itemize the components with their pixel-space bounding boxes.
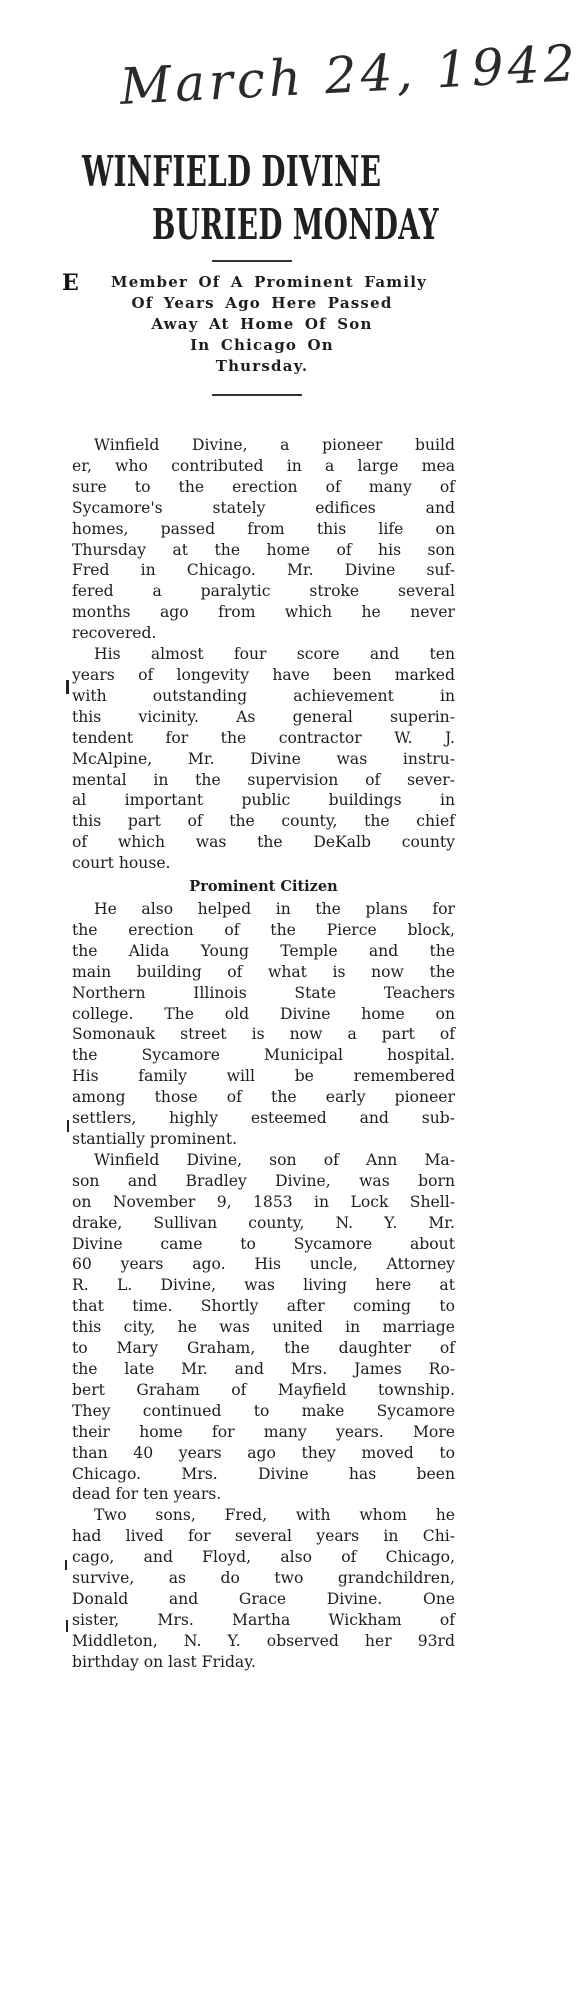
text-line: to Mary Graham, the daughter of	[72, 1339, 455, 1358]
text-line: stantially prominent.	[72, 1130, 238, 1148]
text-line: than 40 years ago they moved to	[72, 1443, 455, 1462]
text-line: Winfield Divine, son of Ann Ma-	[94, 1150, 455, 1169]
text-line: Sycamore's stately edifices and	[72, 498, 455, 517]
text-line: main building of what is now the	[72, 962, 455, 981]
deck-rule	[212, 394, 302, 396]
text-line: college. The old Divine home on	[72, 1004, 455, 1023]
text-line: Northern Illinois State Teachers	[72, 983, 455, 1002]
print-speck	[66, 680, 69, 694]
deck	[62, 272, 462, 377]
text-line: R. L. Divine, was living here at	[72, 1276, 455, 1295]
text-line: settlers, highly esteemed and sub-	[72, 1109, 455, 1128]
text-line: Donald and Grace Divine. One	[72, 1589, 455, 1608]
text-line: this city, he was united in marriage	[72, 1318, 455, 1337]
text-line: son and Bradley Divine, was born	[72, 1171, 455, 1190]
paragraph-2	[72, 644, 455, 874]
text-line: He also helped in the plans for	[94, 900, 455, 919]
paragraph-3	[72, 899, 455, 1150]
deck-line: Member Of A Prominent Family	[110, 273, 428, 291]
deck-line: Of Years Ago Here Passed	[131, 294, 393, 312]
text-line: survive, as do two grandchildren,	[72, 1569, 455, 1588]
text-line: recovered.	[72, 624, 157, 643]
text-line: drake, Sullivan county, N. Y. Mr.	[72, 1213, 455, 1232]
text-line: Fred in Chicago. Mr. Divine suf-	[72, 561, 455, 580]
text-line: the Sycamore Municipal hospital.	[72, 1046, 455, 1065]
text-line: bert Graham of Mayfield township.	[72, 1380, 455, 1399]
text-line: homes, passed from this life on	[72, 519, 455, 538]
text-line: Thursday at the home of his son	[72, 540, 455, 559]
text-line: Middleton, N. Y. observed her 93rd	[72, 1631, 455, 1650]
deck-line: Thursday.	[215, 357, 309, 375]
deck-line: Away At Home Of Son	[151, 315, 373, 333]
text-line: on November 9, 1853 in Lock Shell-	[72, 1192, 455, 1211]
print-speck	[66, 1620, 68, 1632]
text-line: They continued to make Sycamore	[72, 1401, 455, 1420]
article-body	[72, 435, 455, 1673]
text-line: His family will be remembered	[72, 1067, 455, 1086]
text-line: McAlpine, Mr. Divine was instru-	[72, 749, 455, 768]
text-line: His almost four score and ten	[94, 645, 455, 664]
paragraph-4	[72, 1150, 455, 1505]
text-line: months ago from which he never	[72, 603, 455, 622]
text-line: tendent for the contractor W. J.	[72, 728, 455, 747]
text-line: the erection of the Pierce block,	[72, 920, 455, 939]
text-line: mental in the supervision of sever-	[72, 770, 455, 789]
text-line: years of longevity have been marked	[72, 665, 455, 684]
text-line: Chicago. Mrs. Divine has been	[72, 1464, 455, 1483]
text-line: this part of the county, the chief	[72, 812, 455, 831]
text-line: with outstanding achievement in	[72, 686, 455, 705]
text-line: had lived for several years in Chi-	[72, 1527, 455, 1546]
deck-line: In Chicago On	[190, 336, 334, 354]
text-line: sister, Mrs. Martha Wickham of	[72, 1610, 455, 1629]
text-line: cago, and Floyd, also of Chicago,	[72, 1548, 455, 1567]
text-line: their home for many years. More	[72, 1422, 455, 1441]
paragraph-1	[72, 435, 455, 644]
text-line: Two sons, Fred, with whom he	[94, 1506, 455, 1525]
subhead: Prominent Citizen	[189, 878, 338, 896]
headline-line-1: WINFIELD DIVINE	[82, 147, 382, 196]
text-line: that time. Shortly after coming to	[72, 1297, 455, 1316]
text-line: among those of the early pioneer	[72, 1088, 455, 1107]
headline-rule	[212, 260, 292, 262]
headline-line-2: BURIED MONDAY	[152, 200, 439, 249]
text-line: this vicinity. As general superin-	[72, 707, 455, 726]
text-line: 60 years ago. His uncle, Attorney	[72, 1255, 455, 1274]
text-line: court house.	[72, 854, 171, 873]
text-line: the Alida Young Temple and the	[72, 941, 455, 960]
text-line: of which was the DeKalb county	[72, 833, 455, 852]
print-speck	[65, 1560, 67, 1570]
deck-initial: E	[62, 270, 79, 296]
text-line: the late Mr. and Mrs. James Ro-	[72, 1359, 455, 1378]
text-line: sure to the erection of many of	[72, 477, 455, 496]
text-line: dead for ten years.	[72, 1485, 222, 1504]
text-line: birthday on last Friday.	[72, 1652, 256, 1671]
print-speck	[67, 1120, 69, 1132]
text-line: fered a paralytic stroke several	[72, 582, 455, 601]
text-line: Divine came to Sycamore about	[72, 1234, 455, 1253]
text-line: er, who contributed in a large mea	[72, 456, 455, 475]
text-line: Somonauk street is now a part of	[72, 1025, 455, 1044]
text-line: al important public buildings in	[72, 791, 455, 810]
paragraph-5	[72, 1505, 455, 1672]
handwritten-date: March 24, 1942	[118, 33, 581, 116]
text-line: Winfield Divine, a pioneer build	[94, 436, 455, 454]
